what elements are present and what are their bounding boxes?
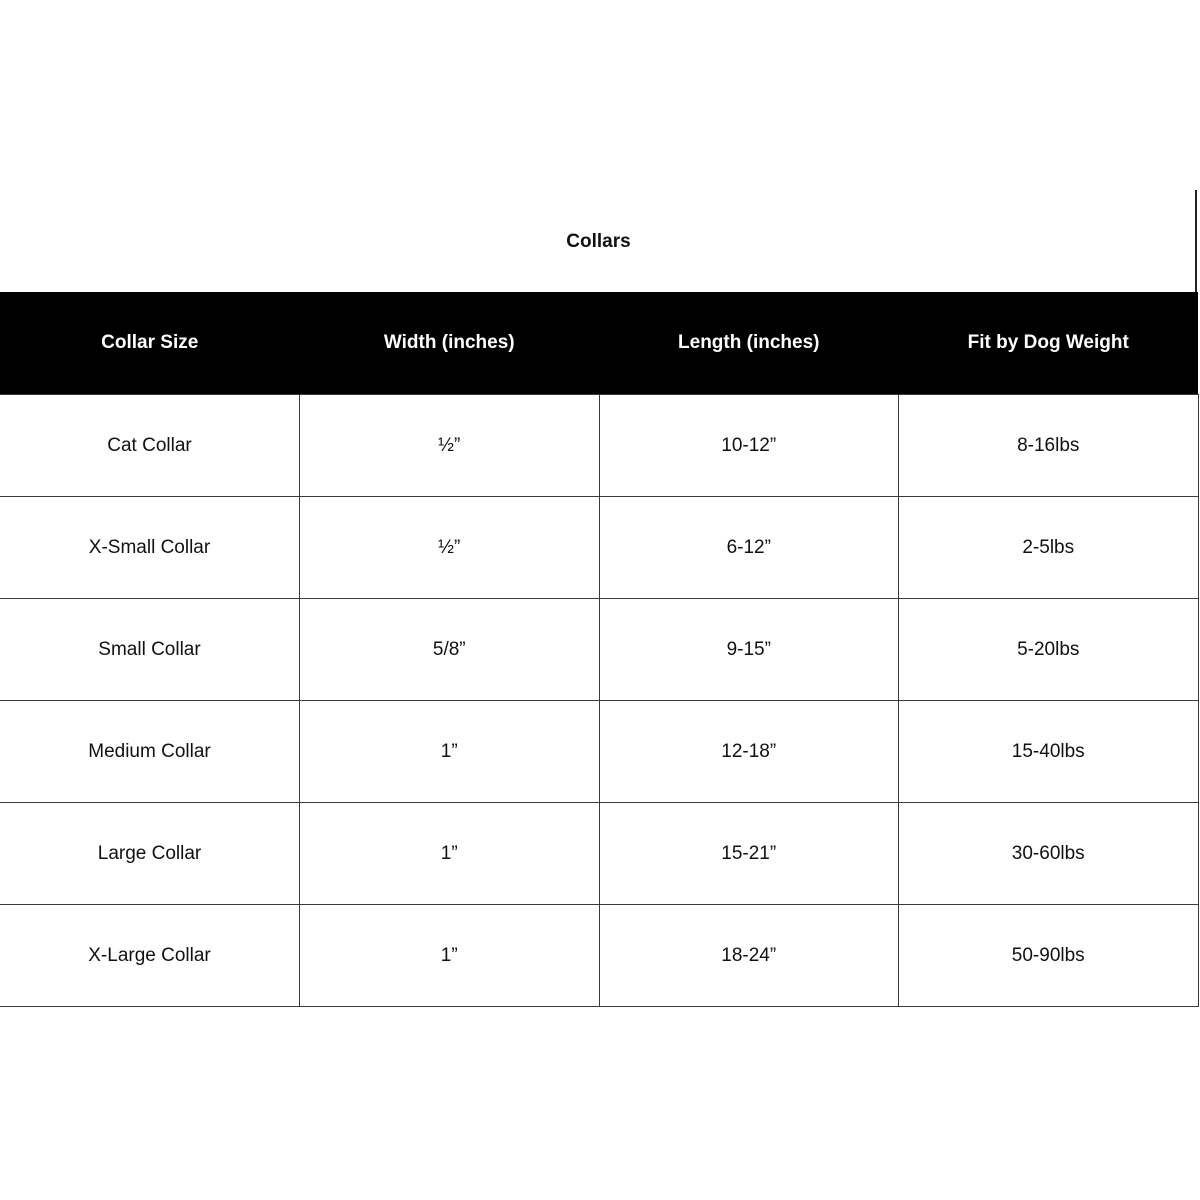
page-title: Collars [566,231,631,252]
collar-size-table [0,292,1199,1007]
cell-weight: 50-90lbs [899,905,1199,1007]
cell-collar-size: Large Collar [0,803,300,905]
cell-weight: 2-5lbs [899,497,1199,599]
cell-weight: 8-16lbs [899,395,1199,497]
table-row [0,905,1198,1007]
cell-collar-size: Small Collar [0,599,300,701]
cell-weight: 30-60lbs [899,803,1199,905]
cell-length: 10-12” [599,395,899,497]
cell-width: 5/8” [300,599,600,701]
cell-collar-size: X-Small Collar [0,497,300,599]
table-row [0,803,1198,905]
cell-length: 12-18” [599,701,899,803]
header-collar-size: Collar Size [0,292,300,395]
header-length: Length (inches) [599,292,899,395]
cell-width: 1” [300,803,600,905]
cell-length: 9-15” [599,599,899,701]
cell-length: 18-24” [599,905,899,1007]
cell-weight: 15-40lbs [899,701,1199,803]
cell-width: 1” [300,701,600,803]
table-row [0,395,1198,497]
header-fit-by-weight: Fit by Dog Weight [899,292,1199,395]
cell-width: 1” [300,905,600,1007]
table-row [0,701,1198,803]
header-width: Width (inches) [300,292,600,395]
cell-length: 6-12” [599,497,899,599]
cell-length: 15-21” [599,803,899,905]
cell-collar-size: Medium Collar [0,701,300,803]
table-row [0,497,1198,599]
cell-collar-size: X-Large Collar [0,905,300,1007]
table-header-row [0,292,1198,395]
cell-weight: 5-20lbs [899,599,1199,701]
table-row [0,599,1198,701]
cell-width: ½” [300,497,600,599]
cell-collar-size: Cat Collar [0,395,300,497]
cell-width: ½” [300,395,600,497]
